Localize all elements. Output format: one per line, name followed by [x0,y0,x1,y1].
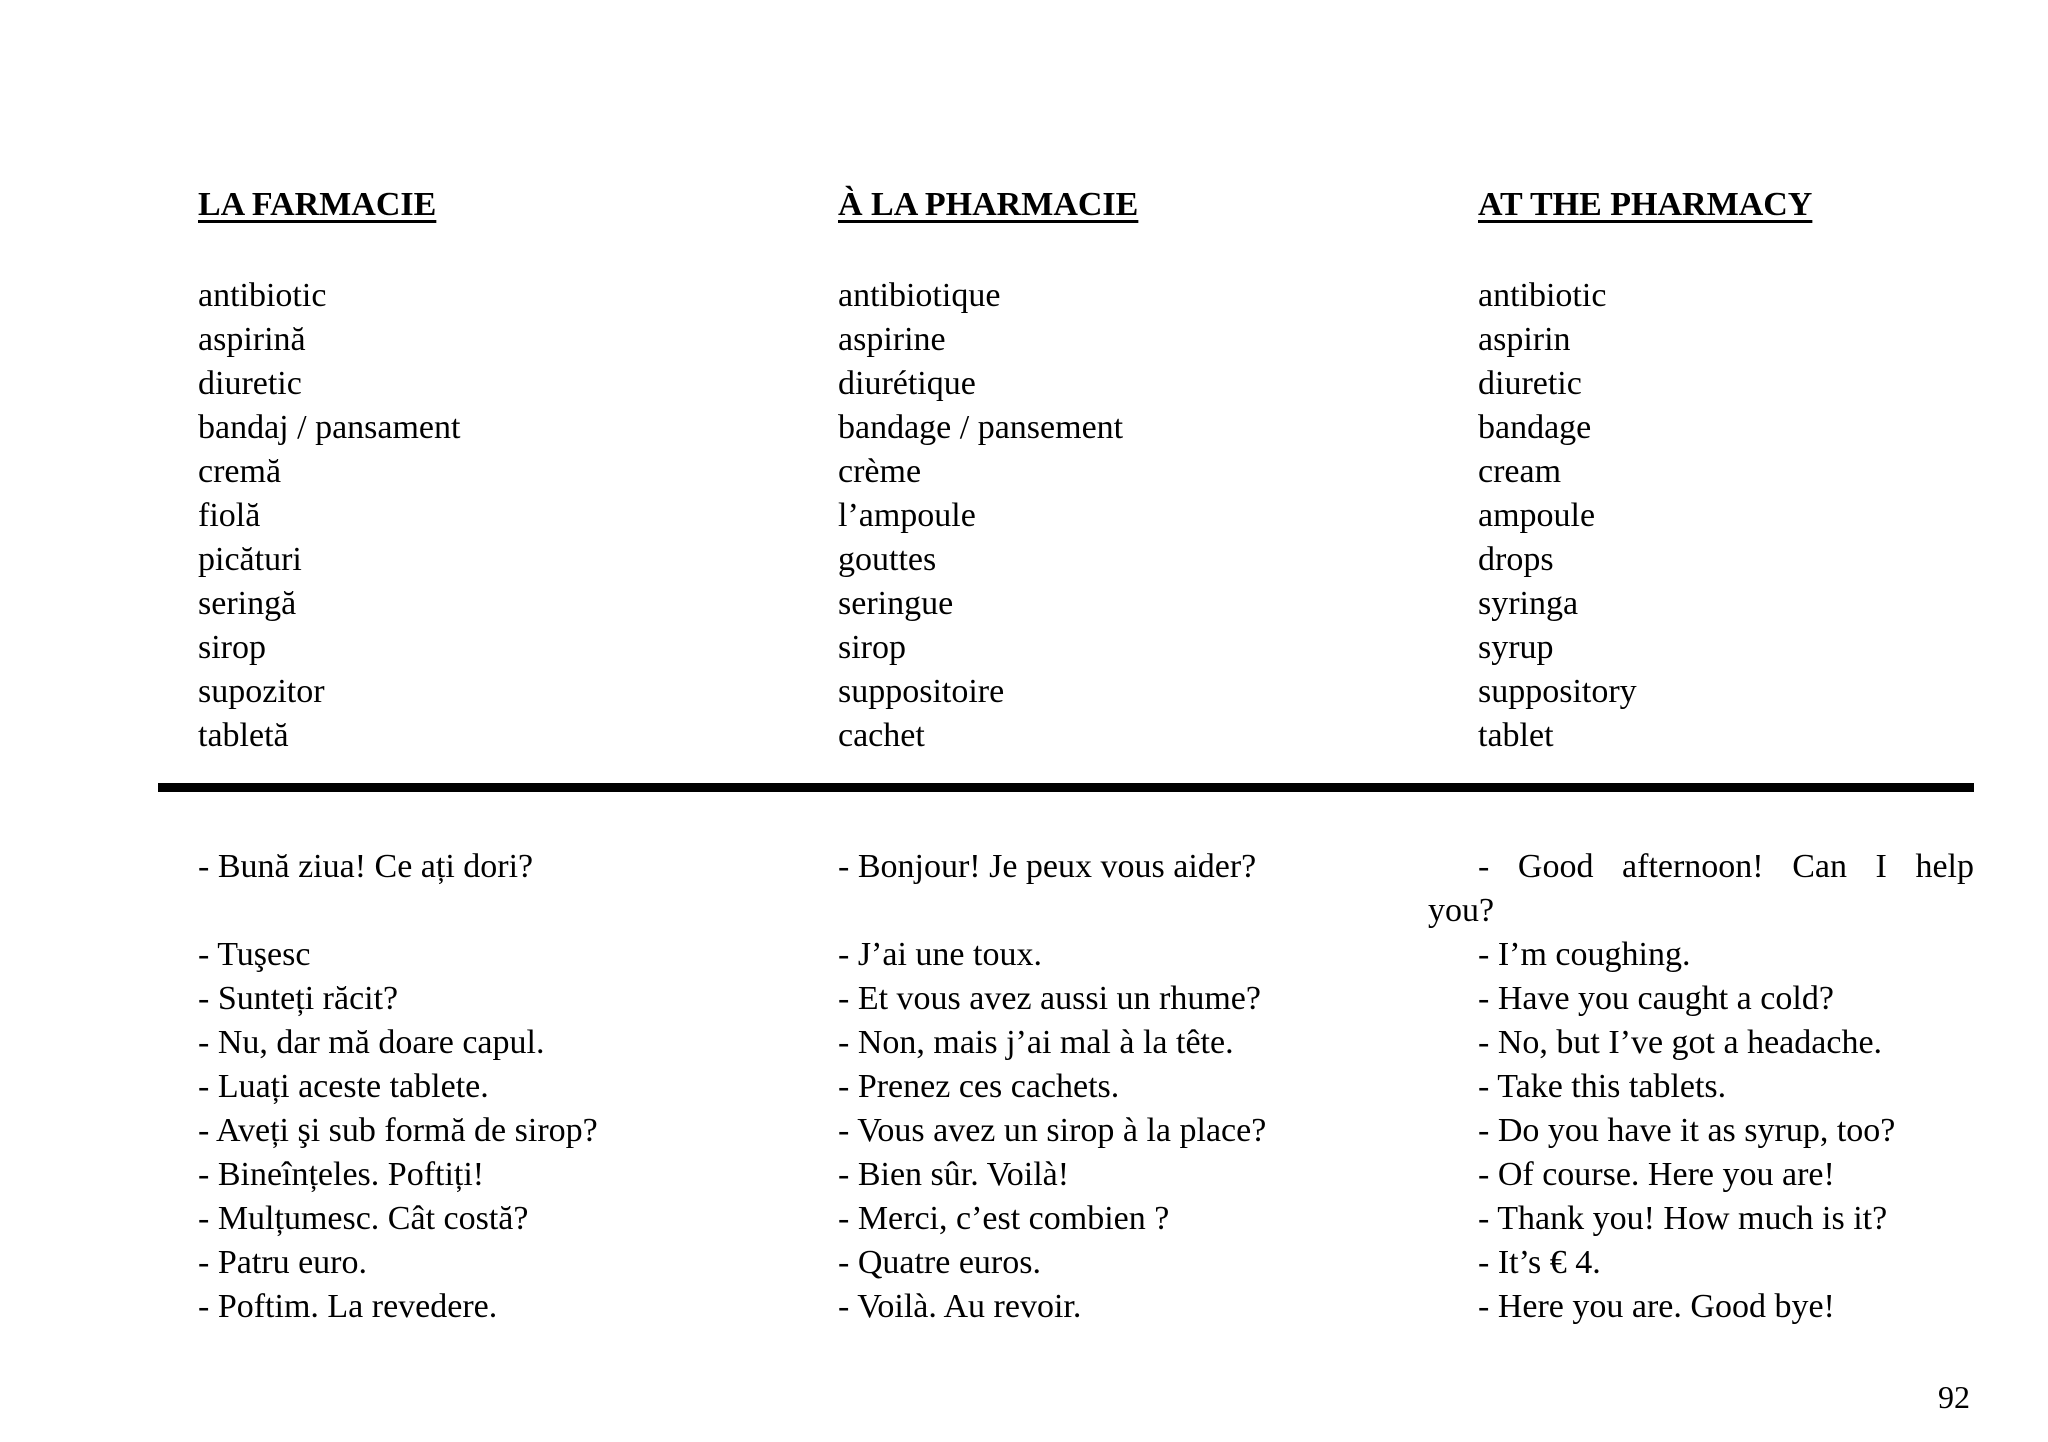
dialogue-line: - Prenez ces cachets. [838,1068,1120,1105]
dialogue-line: - I’m coughing. [1478,936,1691,973]
dialogue-line: - Mulțumesc. Cât costă? [198,1200,529,1237]
vocab-item: l’ampoule [838,497,976,534]
dialogue-line: - Patru euro. [198,1244,368,1281]
vocab-list-romanian [198,274,460,758]
dialogue-english [1428,845,1974,1329]
vocab-item: sirop [838,629,906,666]
vocab-item: crème [838,453,922,490]
dialogue-line: - No, but I’ve got a headache. [1478,1024,1883,1061]
heading-french: À LA PHARMACIE [838,186,1139,223]
vocab-item: diuretic [1478,365,1582,402]
dialogue-line: - Thank you! How much is it? [1478,1200,1888,1237]
vocab-item: aspirină [198,321,306,358]
dialogue-line: - Bonjour! Je peux vous aider? [838,848,1257,885]
vocab-item: antibiotic [1478,277,1607,314]
vocab-item: tabletă [198,717,289,754]
heading-romanian: LA FARMACIE [198,186,437,223]
dialogue-line: - Luați aceste tablete. [198,1068,489,1105]
heading-english: AT THE PHARMACY [1478,186,1813,223]
dialogue-french [838,845,1266,1329]
vocab-item: antibiotique [838,277,1001,314]
dialogue-line: - Of course. Here you are! [1478,1156,1835,1193]
page-number: 92 [1938,1379,1970,1415]
vocab-item: supozitor [198,673,325,710]
dialogue-line: - Take this tablets. [1478,1068,1727,1105]
dialogue-spacer [198,889,598,933]
dialogue-line: - Et vous avez aussi un rhume? [838,980,1261,1017]
vocab-item: cachet [838,717,925,754]
vocab-item: aspirine [838,321,946,358]
dialogue-line-continuation: you? [1428,892,1495,929]
vocab-item: cremă [198,453,282,490]
vocab-item: tablet [1478,717,1554,754]
vocab-item: bandaj / pansament [198,409,461,446]
vocab-item: cream [1478,453,1562,490]
dialogue-line: - Non, mais j’ai mal à la tête. [838,1024,1234,1061]
vocab-item: seringă [198,585,297,622]
dialogue-line: - Bineînțeles. Poftiți! [198,1156,485,1193]
dialogue-line: - Sunteți răcit? [198,980,399,1017]
vocab-item: picături [198,541,302,578]
vocab-item: ampoule [1478,497,1596,534]
dialogue-romanian [198,845,598,1329]
dialogue-line: - Here you are. Good bye! [1478,1288,1835,1325]
dialogue-line: - Nu, dar mă doare capul. [198,1024,545,1061]
dialogue-spacer [838,889,1266,933]
vocab-list-english [1478,274,1637,758]
dialogue-line: - Have you caught a cold? [1478,980,1834,1017]
vocab-item: fiolă [198,497,261,534]
vocab-item: bandage / pansement [838,409,1124,446]
vocab-item: bandage [1478,409,1592,446]
vocab-item: syringa [1478,585,1579,622]
vocab-item: diuretic [198,365,302,402]
vocab-item: syrup [1478,629,1554,666]
dialogue-line: - Vous avez un sirop à la place? [838,1112,1267,1149]
vocab-item: suppositoire [838,673,1005,710]
dialogue-line: - Poftim. La revedere. [198,1288,498,1325]
dialogue-line: - Aveți şi sub formă de sirop? [198,1112,598,1149]
vocab-item: seringue [838,585,954,622]
dialogue-line: - It’s € 4. [1478,1244,1601,1281]
vocab-item: antibiotic [198,277,327,314]
vocab-item: aspirin [1478,321,1571,358]
dialogue-line: - Bună ziua! Ce ați dori? [198,848,534,885]
dialogue-line: - Good afternoon! Can I help [1478,848,1974,885]
vocab-item: drops [1478,541,1554,578]
dialogue-line: - J’ai une toux. [838,936,1042,973]
dialogue-line: - Bien sûr. Voilà! [838,1156,1070,1193]
vocab-list-french [838,274,1123,758]
dialogue-line: - Do you have it as syrup, too? [1478,1112,1896,1149]
vocab-item: diurétique [838,365,976,402]
section-divider [158,783,1974,792]
vocab-item: sirop [198,629,266,666]
dialogue-line: - Merci, c’est combien ? [838,1200,1170,1237]
dialogue-line: - Quatre euros. [838,1244,1041,1281]
dialogue-line: - Voilà. Au revoir. [838,1288,1082,1325]
vocab-item: gouttes [838,541,937,578]
vocab-item: suppository [1478,673,1637,710]
dialogue-line: - Tuşesc [198,936,311,973]
